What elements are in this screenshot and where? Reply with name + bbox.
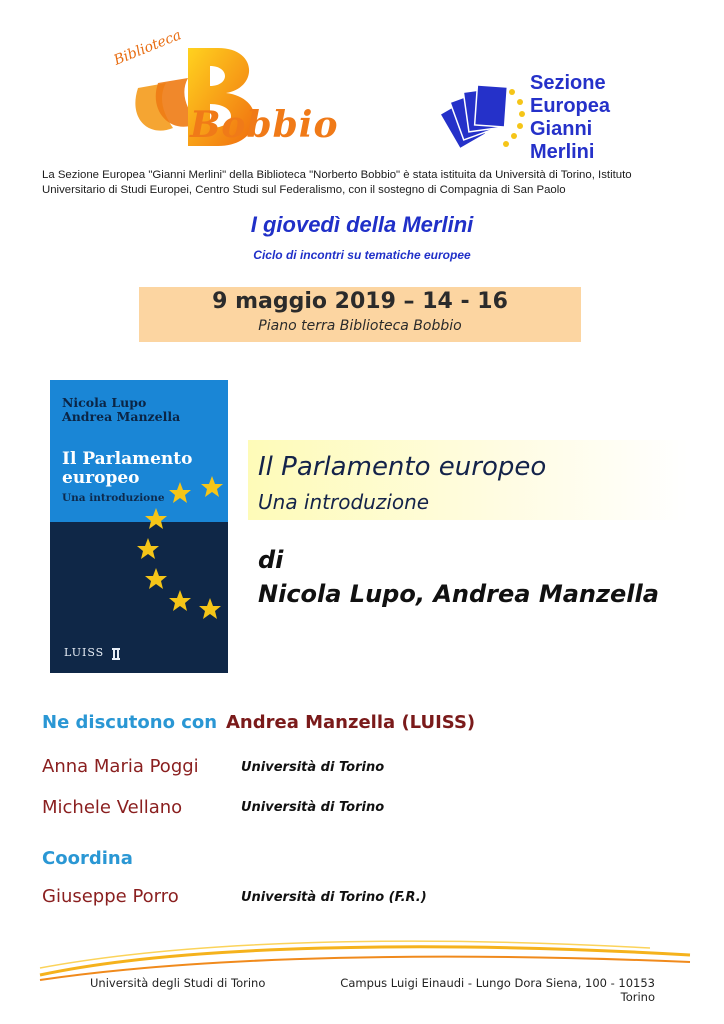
discussion-label: Ne discutono con [42,712,218,733]
sez-line-4: Merlini [530,141,595,163]
panelist-affiliation-1: Università di Torino [241,760,385,775]
sez-line-1: Sezione [530,72,606,94]
main-speaker: Andrea Manzella (LUISS) [226,712,476,733]
coordinator-label: Coordina [42,848,133,869]
sezione-europea-logo-icon [440,74,530,164]
coordinator-affiliation: Università di Torino (F.R.) [241,890,427,905]
book-cover [50,380,228,673]
sez-line-2: Europea [530,95,611,117]
footer-address: Campus Luigi Einaudi - Lungo Dora Siena, 100 - 10153 Torino [340,976,655,1004]
book-subtitle: Una introduzione [258,490,430,514]
cover-author-2: Andrea Manzella [62,409,181,424]
cover-author-1: Nicola Lupo [62,395,147,410]
intro-paragraph: La Sezione Europea "Gianni Merlini" della Biblioteca "Norberto Bobbio" è stata istituita da Università di Torino, Istituto Universitario di Studi Europei, Centro Studi sul Federalismo, con il sostegno di Compagnia di San Paolo [42,169,632,196]
panelist-affiliation-2: Università di Torino [241,800,385,815]
bobbio-logo-small-text: Biblioteca [111,27,184,69]
event-date-time: 9 maggio 2019 – 14 - 16 [212,289,508,314]
panelist-name-2: Michele Vellano [42,797,183,818]
cover-stars-icon [50,380,228,673]
sez-line-3: Gianni [530,118,593,140]
cover-title-line-2: europeo [62,468,140,488]
cover-subtitle: Una introduzione [62,492,165,504]
bobbio-logo-word: Bobbio [190,104,339,146]
book-title: Il Parlamento europeo [258,452,547,482]
footer-university: Università degli Studi di Torino [90,976,266,990]
cover-publisher: LUISS [64,646,105,659]
sezione-europea-logo-text [530,72,610,164]
event-place: Piano terra Biblioteca Bobbio [258,318,462,334]
book-by: di [258,546,284,574]
series-subtitle: Ciclo di incontri su tematiche europee [253,248,471,262]
coordinator-name: Giuseppe Porro [42,886,179,907]
panelist-name-1: Anna Maria Poggi [42,756,199,777]
cover-title-line-1: Il Parlamento [62,449,193,469]
series-title: I giovedì della Merlini [250,212,474,237]
book-authors: Nicola Lupo, Andrea Manzella [258,580,659,608]
